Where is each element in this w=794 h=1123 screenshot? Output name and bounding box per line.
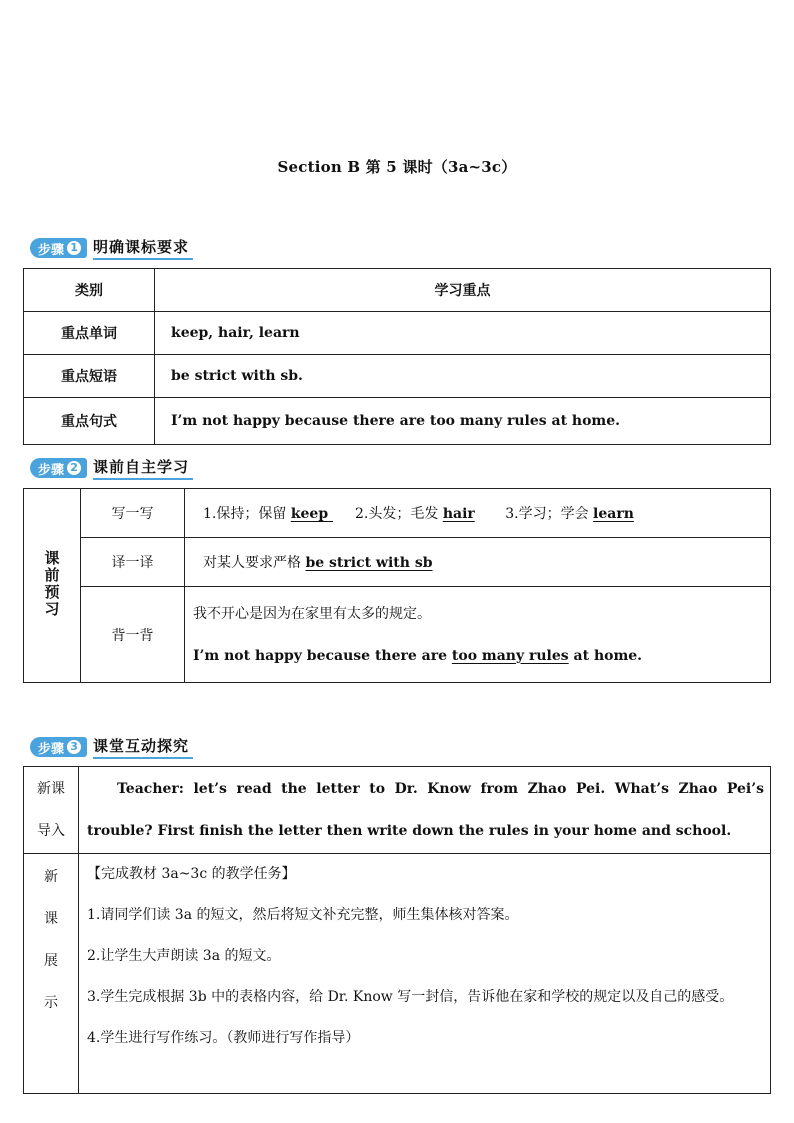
answer-keep: keep — [290, 506, 333, 522]
step2-badge — [30, 458, 87, 478]
col-focus: 学习重点 — [155, 269, 771, 312]
recite-label: 背一背 — [81, 587, 185, 683]
step2-number: 2 — [67, 461, 81, 475]
answer-hair: hair — [442, 506, 475, 522]
write-label: 写一写 — [81, 489, 185, 538]
row-label: 重点单词 — [24, 312, 155, 355]
recite-chinese: 我不开心是因为在家里有太多的规定。 — [193, 605, 431, 622]
table-row — [24, 312, 771, 355]
step2-badge-text: 步骤 — [38, 462, 65, 478]
step1-number: 1 — [67, 241, 81, 255]
preview-side-label: 课前预习 — [24, 489, 81, 683]
col-category: 类别 — [24, 269, 155, 312]
table-row — [24, 398, 771, 445]
row-label: 重点句式 — [24, 398, 155, 445]
show-content — [79, 854, 771, 1094]
step3-badge — [30, 737, 87, 757]
step1-badge-text: 步骤 — [38, 242, 65, 258]
answer-strict: be strict with sb — [305, 555, 433, 571]
list-item: 3.学生完成根据 3b 中的表格内容，给 Dr. Know 写一封信，告诉他在家和学校的规定以及自己的感受。 — [87, 989, 734, 1005]
show-heading: 【完成教材 3a~3c 的教学任务】 — [87, 866, 296, 882]
write-items: 1.保持；保留 keep 2.头发；毛发 hair 3.学习；学会 learn — [185, 489, 771, 538]
row-label: 重点短语 — [24, 355, 155, 398]
row-value: I’m not happy because there are too many rules at home. — [155, 398, 771, 445]
recite-english: I’m not happy because there are too many rules at home. — [193, 647, 643, 664]
step1-table — [23, 268, 771, 445]
show-label: 新 课 展 示 — [24, 854, 79, 1094]
recite-item — [185, 587, 771, 683]
step2-heading: 课前自主学习 — [93, 456, 193, 480]
table-row — [24, 355, 771, 398]
intro-label: 新课 导入 — [24, 767, 79, 854]
step1-badge — [30, 238, 87, 258]
step3-table — [23, 766, 771, 1094]
step1-heading: 明确课标要求 — [93, 236, 193, 260]
row-value: keep, hair, learn — [155, 312, 771, 355]
page-title: Section B 第 5 课时（3a~3c） — [277, 158, 517, 176]
answer-too-many-rules: too many rules — [451, 647, 569, 664]
intro-text: Teacher: let’s read the letter to Dr. Know from Zhao Pei. What’s Zhao Pei’s trouble? First finish the letter then write down the rules in your home and school. — [79, 767, 771, 854]
answer-learn: learn — [593, 506, 634, 522]
row-value: be strict with sb. — [155, 355, 771, 398]
step1-header — [30, 237, 193, 259]
step2-header — [30, 457, 193, 479]
step2-table — [23, 488, 771, 683]
step3-heading: 课堂互动探究 — [93, 735, 193, 759]
list-item: 1.请同学们读 3a 的短文，然后将短文补充完整，师生集体核对答案。 — [87, 907, 519, 923]
step3-badge-text: 步骤 — [38, 741, 65, 757]
list-item: 2.让学生大声朗读 3a 的短文。 — [87, 948, 281, 964]
list-item: 4.学生进行写作练习。（教师进行写作指导） — [87, 1030, 360, 1046]
step3-header — [30, 736, 193, 758]
translate-label: 译一译 — [81, 538, 185, 587]
translate-item: 对某人要求严格 be strict with sb — [185, 538, 771, 587]
step3-number: 3 — [67, 740, 81, 754]
